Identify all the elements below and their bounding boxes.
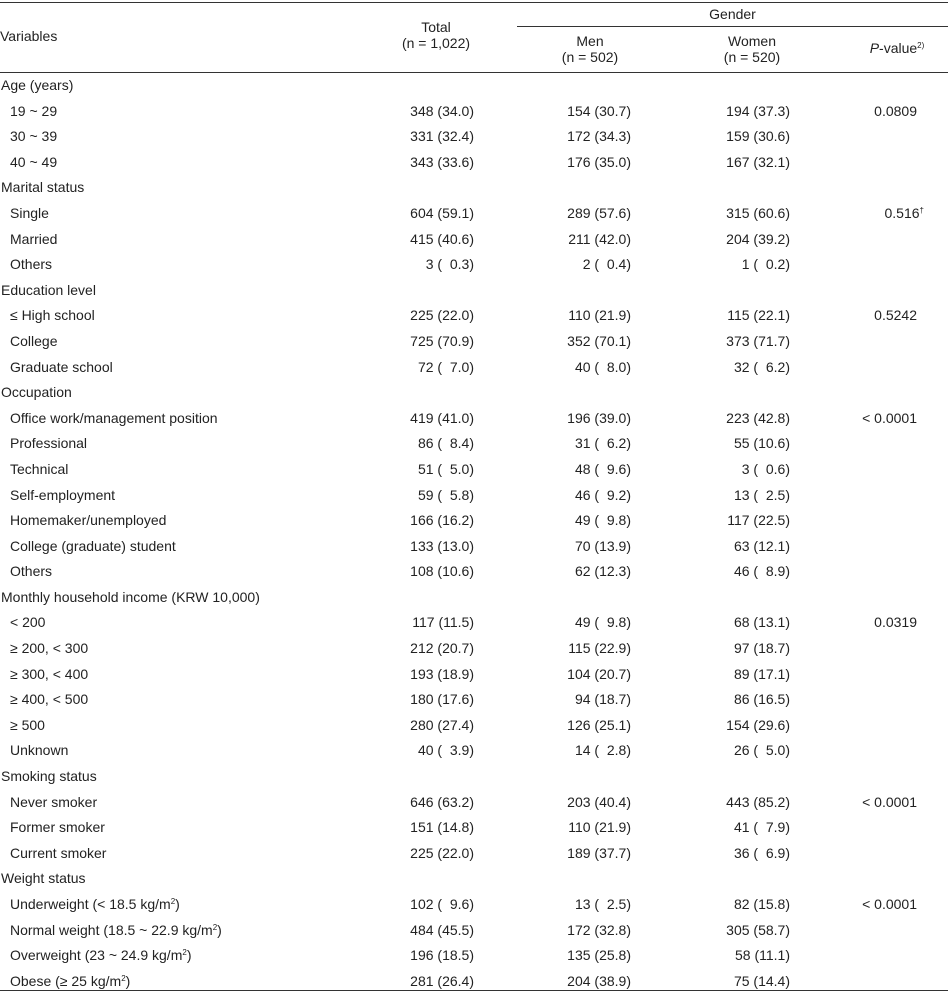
pvalue — [862, 409, 917, 427]
men-value: 154 (30.7) — [567, 102, 631, 119]
row-label-text: Overweight (23 ~ 24.9 kg/m — [10, 947, 183, 964]
category-label — [1, 767, 97, 785]
category-label — [1, 588, 260, 606]
row-label-text: ≤ High school — [10, 307, 95, 324]
row-label-text: 30 ~ 39 — [10, 128, 58, 145]
women-value: 97 (18.7) — [733, 640, 790, 657]
header-men-label: Men — [576, 33, 604, 49]
women-value: 26 ( 5.0) — [733, 742, 790, 759]
row-label — [10, 102, 57, 120]
men-value: 289 (57.6) — [567, 204, 631, 221]
men-value: 126 (25.1) — [567, 716, 631, 733]
pvalue-text: < 0.0001 — [862, 409, 917, 426]
row-label — [10, 793, 97, 811]
women-value: 154 (29.6) — [726, 716, 790, 733]
row-label-text: Weight status — [1, 870, 86, 887]
table-row — [0, 943, 948, 969]
row-label-text: ≥ 400, < 500 — [10, 691, 89, 708]
total-value: 196 (18.5) — [410, 947, 474, 964]
men-value: 13 ( 2.5) — [574, 896, 631, 912]
table-row — [0, 738, 948, 764]
pvalue — [862, 895, 917, 913]
men-value: 352 (70.1) — [567, 332, 631, 349]
row-label-text: Technical — [10, 460, 69, 477]
row-label-end: ) — [175, 896, 180, 912]
header-women — [692, 33, 812, 65]
row-label — [10, 332, 57, 350]
men-value: 49 ( 9.8) — [574, 614, 631, 631]
table-row — [0, 815, 948, 841]
header-pvalue — [852, 40, 942, 56]
total-value: 331 (32.4) — [410, 128, 474, 145]
pvalue-text: 0.516 — [884, 204, 920, 221]
row-label-text: Occupation — [1, 384, 72, 401]
row-label — [10, 486, 115, 504]
women-value: 117 (22.5) — [727, 512, 790, 529]
women-value: 68 (13.1) — [733, 614, 790, 631]
pvalue — [885, 204, 925, 222]
gender-header-rule — [517, 26, 948, 27]
total-value: 166 (16.2) — [410, 512, 474, 529]
women-value: 82 (15.8) — [733, 896, 790, 912]
total-value: 117 (11.5) — [412, 614, 474, 631]
table-row — [0, 687, 948, 713]
row-label-text: Monthly household income (KRW 10,000) — [1, 588, 260, 605]
row-label — [10, 665, 88, 683]
women-value: 204 (39.2) — [726, 230, 790, 247]
total-value: 102 ( 9.6) — [410, 896, 474, 912]
men-value: 110 (21.9) — [568, 307, 631, 324]
total-value: 725 (70.9) — [410, 332, 474, 349]
total-value: 646 (63.2) — [410, 793, 474, 810]
table-row — [0, 713, 948, 739]
row-label — [10, 639, 88, 657]
row-label-text: Current smoker — [10, 844, 107, 861]
men-value: 189 (37.7) — [567, 844, 631, 861]
row-label — [10, 537, 176, 555]
category-row — [0, 175, 948, 201]
women-value: 89 (17.1) — [733, 665, 790, 682]
women-value: 194 (37.3) — [726, 102, 790, 119]
table-row — [0, 150, 948, 176]
row-label — [10, 844, 106, 862]
row-label-text: Others — [10, 256, 53, 273]
category-row — [0, 764, 948, 790]
row-label-text: Education level — [1, 281, 96, 298]
total-value: 415 (40.6) — [410, 230, 474, 247]
women-value: 223 (42.8) — [726, 409, 790, 426]
women-value: 305 (58.7) — [726, 921, 790, 938]
row-label — [10, 409, 218, 427]
row-label — [10, 972, 130, 990]
row-label — [10, 460, 68, 478]
men-value: 48 ( 9.6) — [574, 460, 631, 477]
row-label-sup: 2 — [212, 922, 218, 932]
row-label-sup: 2 — [182, 948, 187, 958]
total-value: 59 ( 5.8) — [417, 486, 474, 503]
row-label — [10, 895, 180, 913]
row-label — [10, 153, 57, 171]
pvalue — [874, 306, 917, 324]
table-row — [0, 534, 948, 560]
men-value: 110 (21.9) — [568, 819, 631, 836]
total-value: 281 (26.4) — [410, 972, 474, 989]
pvalue-text: 0.5242 — [874, 307, 917, 324]
row-label-text: Professional — [10, 435, 88, 452]
row-label-text: Married — [10, 230, 58, 247]
row-label-end: ) — [217, 921, 222, 938]
category-label — [1, 281, 96, 299]
row-label-sup: 2 — [170, 897, 176, 906]
row-label-text: Age (years) — [1, 77, 74, 93]
total-value: 180 (17.6) — [410, 691, 474, 708]
row-label-text: College — [10, 332, 58, 349]
total-value: 151 (14.8) — [410, 819, 474, 836]
row-label — [10, 306, 95, 324]
category-label — [1, 76, 73, 94]
total-value: 225 (22.0) — [410, 844, 474, 861]
category-row — [0, 585, 948, 611]
women-value: 58 (11.1) — [735, 947, 790, 964]
men-value: 176 (35.0) — [567, 153, 631, 170]
table-row — [0, 892, 948, 918]
women-value: 36 ( 6.9) — [733, 844, 790, 861]
women-value: 159 (30.6) — [726, 128, 790, 145]
header-women-label: Women — [728, 33, 776, 49]
table-row — [0, 559, 948, 585]
table-body — [0, 73, 948, 994]
row-label — [10, 946, 192, 964]
women-value: 46 ( 8.9) — [733, 563, 790, 580]
table-row — [0, 841, 948, 867]
men-value: 46 ( 9.2) — [574, 486, 631, 503]
row-label-text: Underweight (< 18.5 kg/m — [10, 896, 171, 912]
row-label-sup: 2 — [121, 973, 126, 983]
pvalue — [874, 613, 917, 631]
men-value: 172 (32.8) — [567, 921, 631, 938]
pvalue-text: < 0.0001 — [862, 896, 917, 912]
header-pvalue-italic: P — [869, 40, 880, 56]
row-label-text: College (graduate) student — [10, 537, 176, 554]
total-value: 108 (10.6) — [410, 563, 474, 580]
men-value: 94 (18.7) — [574, 691, 631, 708]
total-value: 193 (18.9) — [410, 665, 474, 682]
header-men-n: (n = 502) — [561, 49, 619, 65]
category-label — [1, 383, 72, 401]
women-value: 86 (16.5) — [733, 691, 790, 708]
women-value: 1 ( 0.2) — [741, 256, 790, 273]
women-value: 167 (32.1) — [726, 153, 790, 170]
table-row — [0, 227, 948, 253]
row-label-text: Self-employment — [10, 486, 116, 503]
category-row — [0, 866, 948, 892]
row-label-text: Office work/management position — [10, 409, 218, 426]
women-value: 55 (10.6) — [733, 435, 790, 452]
row-label-end: ) — [125, 972, 131, 989]
women-value: 373 (71.7) — [726, 332, 790, 349]
men-value: 2 ( 0.4) — [582, 256, 631, 273]
women-value: 41 ( 7.9) — [733, 819, 790, 836]
women-value: 32 ( 6.2) — [733, 358, 790, 375]
row-label-text: Others — [10, 563, 53, 580]
total-value: 348 (34.0) — [410, 102, 474, 119]
table-row — [0, 662, 948, 688]
men-value: 14 ( 2.8) — [574, 742, 631, 759]
total-value: 86 ( 8.4) — [417, 435, 474, 452]
total-value: 280 (27.4) — [410, 716, 474, 733]
row-label-text: Unknown — [10, 742, 69, 759]
total-value: 40 ( 3.9) — [417, 742, 474, 759]
table-row — [0, 201, 948, 227]
header-total — [376, 19, 496, 51]
total-value: 51 ( 5.0) — [417, 460, 474, 477]
pvalue — [862, 793, 917, 811]
category-row — [0, 380, 948, 406]
row-label — [10, 230, 57, 248]
category-label — [1, 869, 86, 887]
men-value: 70 (13.9) — [574, 537, 631, 554]
table-row — [0, 790, 948, 816]
men-value: 31 ( 6.2) — [574, 435, 631, 452]
women-value: 443 (85.2) — [726, 793, 790, 810]
row-label — [10, 204, 49, 222]
row-label-text: Marital status — [1, 179, 85, 196]
table-row — [0, 99, 948, 125]
table-row — [0, 431, 948, 457]
header-pvalue-rest: -value — [879, 40, 918, 56]
header-total-n: (n = 1,022) — [401, 35, 471, 51]
row-label — [10, 921, 222, 939]
total-value: 212 (20.7) — [410, 640, 474, 657]
men-value: 115 (22.9) — [568, 640, 631, 657]
row-label — [10, 818, 105, 836]
table-row — [0, 636, 948, 662]
total-value: 484 (45.5) — [410, 921, 474, 938]
pvalue — [874, 102, 917, 120]
header-pvalue-footnote: 2) — [917, 41, 925, 50]
men-value: 40 ( 8.0) — [574, 358, 631, 375]
total-value: 343 (33.6) — [410, 153, 474, 170]
row-label-text: < 200 — [10, 614, 46, 631]
header-women-n: (n = 520) — [723, 49, 781, 65]
row-label — [10, 511, 166, 529]
table-row — [0, 406, 948, 432]
table-row — [0, 355, 948, 381]
women-value: 315 (60.6) — [726, 204, 790, 221]
table-row — [0, 124, 948, 150]
men-value: 204 (38.9) — [567, 972, 631, 989]
men-value: 211 (42.0) — [568, 230, 631, 247]
women-value: 13 ( 2.5) — [733, 486, 790, 503]
pvalue-text: 0.0809 — [874, 102, 917, 119]
pvalue-footnote: † — [919, 205, 924, 215]
row-label-text: 19 ~ 29 — [10, 102, 58, 119]
row-label-text: Homemaker/unemployed — [10, 512, 167, 529]
men-value: 104 (20.7) — [567, 665, 631, 682]
row-label-text: Never smoker — [10, 793, 98, 810]
men-value: 172 (34.3) — [567, 128, 631, 145]
header-total-label: Total — [421, 19, 451, 35]
header-variables: Variables — [0, 28, 58, 44]
women-value: 75 (14.4) — [733, 972, 790, 989]
row-label-text: ≥ 500 — [10, 716, 45, 733]
table-row — [0, 252, 948, 278]
row-label — [10, 741, 68, 759]
men-value: 62 (12.3) — [574, 563, 631, 580]
row-label — [10, 255, 52, 273]
category-label — [1, 178, 84, 196]
total-value: 419 (41.0) — [410, 409, 474, 426]
row-label-text: Obese (≥ 25 kg/m — [10, 972, 122, 989]
row-label-text: Normal weight (18.5 ~ 22.9 kg/m — [10, 921, 213, 938]
total-value: 133 (13.0) — [410, 537, 474, 554]
row-label-end: ) — [186, 947, 192, 964]
total-value: 72 ( 7.0) — [417, 358, 474, 375]
table-row — [0, 457, 948, 483]
women-value: 115 (22.1) — [727, 307, 790, 324]
row-label — [10, 613, 45, 631]
row-label-text: Former smoker — [10, 819, 105, 836]
row-label — [10, 690, 88, 708]
header-men — [530, 33, 650, 65]
row-label — [10, 358, 113, 376]
row-label-text: Graduate school — [10, 358, 113, 375]
women-value: 63 (12.1) — [733, 537, 790, 554]
total-value: 604 (59.1) — [410, 204, 474, 221]
row-label-text: ≥ 200, < 300 — [10, 640, 89, 657]
table-row — [0, 303, 948, 329]
row-label-text: Single — [10, 204, 49, 221]
table-row — [0, 610, 948, 636]
total-value: 225 (22.0) — [410, 307, 474, 324]
row-label-text: ≥ 300, < 400 — [10, 665, 89, 682]
table-row — [0, 483, 948, 509]
row-label — [10, 562, 52, 580]
row-label — [10, 434, 87, 452]
men-value: 135 (25.8) — [567, 947, 631, 964]
row-label-text: Smoking status — [1, 768, 97, 785]
category-row — [0, 278, 948, 304]
men-value: 49 ( 9.8) — [574, 512, 631, 529]
row-label — [10, 716, 45, 734]
row-label-text: 40 ~ 49 — [10, 153, 58, 170]
table-row — [0, 329, 948, 355]
men-value: 203 (40.4) — [567, 793, 631, 810]
table-row — [0, 918, 948, 944]
row-label — [10, 127, 57, 145]
table-top-rule — [0, 2, 948, 3]
total-value: 3 ( 0.3) — [425, 256, 474, 273]
men-value: 196 (39.0) — [567, 409, 631, 426]
table-row — [0, 508, 948, 534]
women-value: 3 ( 0.6) — [741, 460, 790, 477]
table-bottom-rule — [0, 990, 948, 991]
pvalue-text: 0.0319 — [874, 614, 917, 631]
header-gender: Gender — [709, 6, 756, 22]
pvalue-text: < 0.0001 — [862, 793, 917, 810]
category-row — [0, 73, 948, 99]
